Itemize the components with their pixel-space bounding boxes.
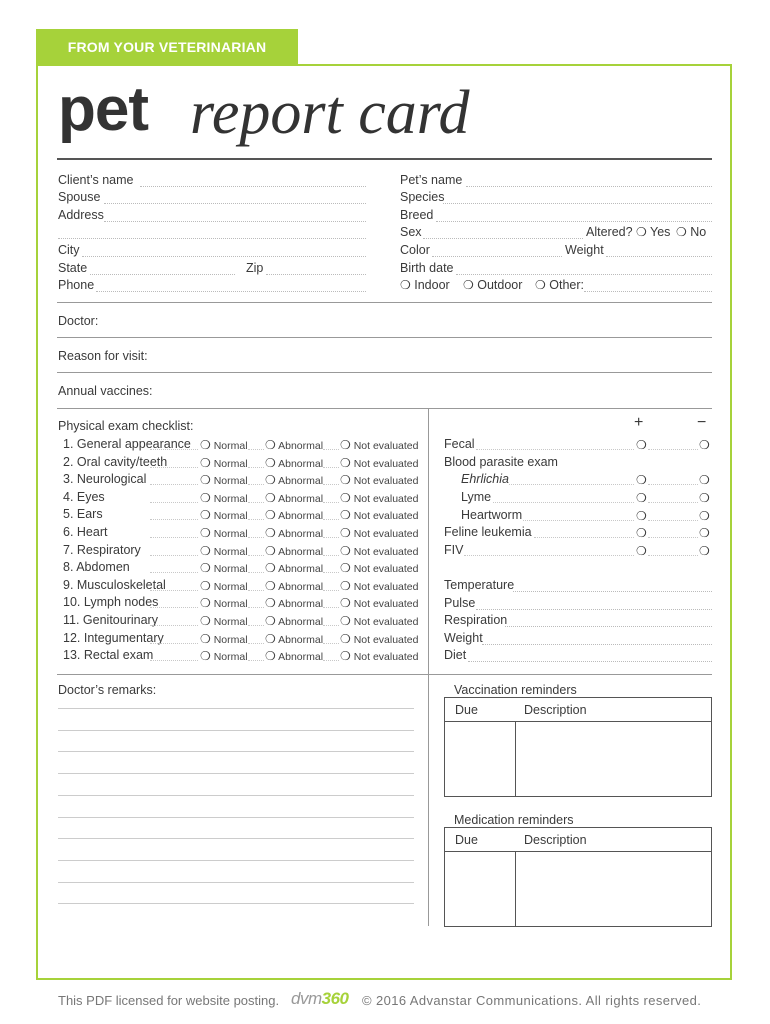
- other-option[interactable]: ❍ Other:: [535, 278, 584, 292]
- vital-diet-label: Diet: [444, 648, 467, 663]
- leader-dots: [248, 607, 264, 608]
- radio-icon: ❍: [265, 490, 276, 505]
- not-evaluated-option-label: Not evaluated: [353, 475, 419, 488]
- normal-option-label: Normal: [213, 598, 248, 611]
- normal-option[interactable]: [200, 491, 248, 505]
- normal-option-label: Normal: [213, 580, 248, 593]
- vital-respiration-field[interactable]: [505, 626, 712, 627]
- radio-icon: ❍: [200, 649, 211, 664]
- normal-option[interactable]: [200, 614, 248, 628]
- leader-dots: [248, 537, 264, 538]
- leader-dots: [150, 484, 198, 485]
- medication-reminders-table[interactable]: [444, 827, 712, 927]
- normal-option-label: Normal: [213, 616, 248, 628]
- altered-yes-option[interactable]: ❍ Yes: [636, 225, 671, 239]
- sex-field[interactable]: [423, 238, 583, 239]
- spouse-label: Spouse: [58, 190, 101, 204]
- radio-icon: ❍: [265, 438, 276, 452]
- radio-icon: ❍: [340, 438, 351, 452]
- normal-option[interactable]: [200, 649, 248, 663]
- not-evaluated-option[interactable]: [340, 561, 418, 575]
- address-field-2[interactable]: [58, 238, 366, 239]
- color-field[interactable]: [432, 256, 562, 257]
- test-lyme-label: Lyme: [461, 490, 492, 504]
- radio-icon: ❍: [463, 278, 474, 292]
- table-col-rule: [515, 721, 516, 796]
- positive-radio-icon[interactable]: ❍: [636, 526, 647, 540]
- vital-diet-field[interactable]: [468, 661, 712, 662]
- leader-dots: [150, 555, 198, 556]
- positive-radio-icon[interactable]: ❍: [636, 473, 647, 487]
- vital-pulse-label: Pulse: [444, 595, 476, 610]
- leader-dots: [150, 625, 198, 626]
- normal-option-label: Normal: [213, 563, 248, 576]
- vital-weight-field[interactable]: [482, 644, 712, 645]
- radio-icon: ❍: [340, 473, 351, 488]
- normal-option-label: Normal: [213, 492, 248, 505]
- divider: [57, 408, 712, 409]
- logo-text: dvm: [291, 989, 322, 1008]
- exam-item-label: 4. Eyes: [63, 489, 105, 504]
- remarks-title: Doctor’s remarks:: [58, 683, 157, 697]
- radio-icon: ❍: [340, 578, 351, 593]
- title-rule: [57, 158, 712, 160]
- not-evaluated-option[interactable]: [340, 544, 418, 558]
- remark-line[interactable]: [58, 817, 414, 818]
- clients-name-field[interactable]: [140, 186, 366, 187]
- exam-item-label: 10. Lymph nodes: [63, 595, 159, 610]
- vaccination-reminders-table[interactable]: [444, 697, 712, 797]
- positive-radio-icon[interactable]: ❍: [636, 491, 647, 505]
- spouse-field[interactable]: [104, 203, 366, 204]
- remark-line[interactable]: [58, 730, 414, 731]
- radio-icon: ❍: [340, 614, 351, 628]
- address-field[interactable]: [104, 221, 366, 222]
- breed-field[interactable]: [436, 221, 712, 222]
- remark-line[interactable]: [58, 860, 414, 861]
- divider: [57, 674, 712, 675]
- radio-icon: ❍: [200, 526, 211, 540]
- radio-icon: ❍: [535, 278, 546, 292]
- due-header: Due: [455, 703, 478, 717]
- leader-dots: [248, 467, 264, 468]
- vital-respiration-label: Respiration: [444, 613, 508, 628]
- plus-header: +: [634, 414, 644, 431]
- radio-icon: ❍: [200, 508, 211, 523]
- abnormal-option[interactable]: [265, 649, 323, 663]
- leader-dots: [248, 519, 264, 520]
- abnormal-option[interactable]: [265, 508, 323, 522]
- clients-name-label: Client’s name: [58, 173, 134, 187]
- leader-dots: [323, 590, 339, 591]
- abnormal-option[interactable]: [265, 473, 323, 487]
- remark-line[interactable]: [58, 708, 414, 709]
- normal-option[interactable]: [200, 438, 248, 452]
- leader-dots: [323, 643, 339, 644]
- abnormal-option-label: Abnormal: [278, 616, 324, 628]
- test-blood-parasite-label: Blood parasite exam: [444, 455, 558, 469]
- test-fecal-label: Fecal: [444, 437, 475, 451]
- leader-dots: [323, 484, 339, 485]
- radio-icon: ❍: [200, 455, 211, 470]
- doctor-label: Doctor:: [58, 314, 99, 328]
- abnormal-option-label: Abnormal: [278, 545, 324, 558]
- leader-dots: [323, 519, 339, 520]
- radio-icon: ❍: [340, 543, 351, 558]
- not-evaluated-option[interactable]: [340, 438, 418, 452]
- leader-dots: [150, 660, 198, 661]
- exam-item-label: 11. Genitourinary: [63, 613, 158, 627]
- title-italic: report card: [190, 79, 470, 147]
- species-field[interactable]: [443, 203, 712, 204]
- not-evaluated-option-label: Not evaluated: [353, 633, 419, 646]
- not-evaluated-option-label: Not evaluated: [353, 651, 419, 664]
- radio-icon: ❍: [265, 561, 276, 576]
- abnormal-option-label: Abnormal: [278, 510, 324, 523]
- leader-dots: [248, 643, 264, 644]
- leader-dots: [323, 572, 339, 573]
- leader-dots: [323, 607, 339, 608]
- radio-icon: ❍: [265, 455, 276, 470]
- phone-field[interactable]: [96, 291, 366, 292]
- radio-icon: ❍: [200, 578, 211, 593]
- leader-dots: [464, 555, 634, 556]
- leader-dots: [323, 660, 339, 661]
- not-evaluated-option[interactable]: [340, 473, 418, 487]
- vital-weight-label: Weight: [444, 630, 483, 645]
- normal-option-label: Normal: [213, 440, 248, 452]
- leader-dots: [534, 537, 634, 538]
- leader-dots: [248, 502, 264, 503]
- leader-dots: [150, 590, 198, 591]
- radio-icon: ❍: [265, 473, 276, 488]
- color-label: Color: [400, 243, 430, 257]
- leader-dots: [248, 555, 264, 556]
- minus-header: −: [697, 414, 707, 431]
- column-divider: [428, 408, 429, 926]
- sex-label: Sex: [400, 225, 422, 239]
- not-evaluated-option-label: Not evaluated: [353, 545, 419, 558]
- pets-name-label: Pet’s name: [400, 173, 463, 187]
- description-header: Description: [524, 703, 587, 717]
- abnormal-option[interactable]: [265, 526, 323, 540]
- abnormal-option[interactable]: [265, 456, 323, 470]
- abnormal-option-label: Abnormal: [278, 633, 324, 646]
- license-text: This PDF licensed for website posting.: [58, 993, 280, 1008]
- abnormal-option[interactable]: [265, 579, 323, 593]
- leader-dots: [493, 502, 634, 503]
- description-header: Description: [524, 833, 587, 847]
- leader-dots: [150, 643, 198, 644]
- normal-option[interactable]: [200, 579, 248, 593]
- vital-temperature-label: Temperature: [444, 578, 515, 592]
- radio-icon: ❍: [200, 438, 211, 452]
- radio-icon: ❍: [200, 596, 211, 611]
- due-header: Due: [455, 833, 478, 847]
- leader-dots: [150, 467, 198, 468]
- exam-item-label: 1. General appearance: [63, 437, 191, 451]
- radio-icon: ❍: [340, 649, 351, 664]
- normal-option[interactable]: [200, 526, 248, 540]
- altered-no-option[interactable]: ❍ No: [676, 225, 707, 239]
- radio-icon: ❍: [265, 578, 276, 593]
- radio-icon: ❍: [265, 508, 276, 523]
- medication-reminders-title: Medication reminders: [454, 813, 574, 827]
- birth-date-field[interactable]: [456, 274, 712, 275]
- leader-dots: [323, 449, 339, 450]
- radio-icon: ❍: [200, 490, 211, 505]
- normal-option[interactable]: [200, 508, 248, 522]
- pet-weight-field[interactable]: [606, 256, 712, 257]
- abnormal-option-label: Abnormal: [278, 492, 324, 505]
- exam-item-label: 2. Oral cavity/teeth: [63, 454, 168, 469]
- negative-radio-icon[interactable]: ❍: [699, 544, 710, 558]
- outdoor-option[interactable]: ❍ Outdoor: [463, 278, 523, 292]
- not-evaluated-option[interactable]: [340, 632, 418, 646]
- radio-icon: ❍: [265, 596, 276, 611]
- leader-dots: [323, 502, 339, 503]
- positive-radio-icon[interactable]: ❍: [636, 438, 647, 452]
- radio-icon: ❍: [265, 543, 276, 558]
- not-evaluated-option[interactable]: [340, 491, 418, 505]
- abnormal-option-label: Abnormal: [278, 440, 324, 452]
- normal-option[interactable]: [200, 561, 248, 575]
- not-evaluated-option[interactable]: [340, 456, 418, 470]
- abnormal-option[interactable]: [265, 438, 323, 452]
- exam-item-label: 3. Neurological: [63, 472, 147, 487]
- abnormal-option[interactable]: [265, 491, 323, 505]
- altered-label: Altered?: [586, 225, 633, 239]
- negative-radio-icon[interactable]: ❍: [699, 491, 710, 505]
- abnormal-option[interactable]: [265, 614, 323, 628]
- abnormal-option[interactable]: [265, 561, 323, 575]
- radio-icon: ❍: [200, 631, 211, 646]
- leader-dots: [150, 607, 198, 608]
- divider: [57, 372, 712, 373]
- radio-icon: ❍: [340, 596, 351, 611]
- radio-icon: ❍: [200, 543, 211, 558]
- leader-dots: [648, 449, 698, 450]
- exam-item-label: 8. Abdomen: [63, 560, 130, 575]
- exam-item-label: 6. Heart: [63, 525, 108, 539]
- leader-dots: [150, 502, 198, 503]
- radio-icon: ❍: [340, 526, 351, 540]
- indoor-option[interactable]: ❍ Indoor: [400, 278, 450, 292]
- test-fiv-label: FIV: [444, 543, 464, 557]
- negative-radio-icon[interactable]: ❍: [699, 526, 710, 540]
- birth-date-label: Birth date: [400, 261, 454, 275]
- copyright-text: © 2016 Advanstar Communications. All rights reserved.: [362, 993, 702, 1008]
- leader-dots: [248, 572, 264, 573]
- not-evaluated-option[interactable]: [340, 579, 418, 593]
- normal-option[interactable]: [200, 473, 248, 487]
- leader-dots: [248, 625, 264, 626]
- abnormal-option-label: Abnormal: [278, 457, 324, 470]
- radio-icon: ❍: [200, 614, 211, 628]
- abnormal-option-label: Abnormal: [278, 528, 324, 540]
- not-evaluated-option-label: Not evaluated: [353, 457, 419, 470]
- leader-dots: [248, 484, 264, 485]
- vital-pulse-field[interactable]: [476, 609, 712, 610]
- leader-dots: [523, 520, 634, 521]
- normal-option[interactable]: [200, 632, 248, 646]
- not-evaluated-option-label: Not evaluated: [353, 528, 419, 540]
- leader-dots: [648, 484, 698, 485]
- normal-option[interactable]: [200, 596, 248, 610]
- reason-label: Reason for visit:: [58, 349, 148, 363]
- table-rule: [445, 851, 711, 852]
- radio-icon: ❍: [265, 526, 276, 540]
- negative-radio-icon[interactable]: ❍: [699, 473, 710, 487]
- not-evaluated-option[interactable]: [340, 596, 418, 610]
- radio-icon: ❍: [200, 561, 211, 576]
- radio-icon: ❍: [340, 490, 351, 505]
- radio-icon: ❍: [340, 631, 351, 646]
- city-label: City: [58, 243, 80, 257]
- address-label: Address: [58, 208, 104, 222]
- table-col-rule: [515, 851, 516, 926]
- not-evaluated-option[interactable]: [340, 649, 418, 663]
- radio-icon: ❍: [340, 561, 351, 576]
- normal-option-label: Normal: [213, 510, 248, 523]
- vaccines-label: Annual vaccines:: [58, 384, 153, 398]
- other-field[interactable]: [584, 291, 712, 292]
- leader-dots: [323, 625, 339, 626]
- normal-option[interactable]: [200, 544, 248, 558]
- radio-icon: ❍: [676, 225, 687, 239]
- normal-option-label: Normal: [213, 475, 248, 488]
- city-field[interactable]: [82, 256, 366, 257]
- leader-dots: [323, 467, 339, 468]
- remark-line[interactable]: [58, 751, 414, 752]
- abnormal-option-label: Abnormal: [278, 580, 324, 593]
- not-evaluated-option-label: Not evaluated: [353, 580, 419, 593]
- test-heartworm-label: Heartworm: [461, 508, 523, 522]
- leader-dots: [648, 537, 698, 538]
- leader-dots: [648, 555, 698, 556]
- radio-icon: ❍: [265, 649, 276, 664]
- species-label: Species: [400, 190, 445, 204]
- leader-dots: [323, 555, 339, 556]
- radio-icon: ❍: [265, 614, 276, 628]
- logo-number: 360: [321, 989, 349, 1008]
- abnormal-option-label: Abnormal: [278, 563, 324, 576]
- exam-item-label: 12. Integumentary: [63, 630, 164, 645]
- negative-radio-icon[interactable]: ❍: [699, 438, 710, 452]
- not-evaluated-option-label: Not evaluated: [353, 510, 419, 523]
- leader-dots: [248, 660, 264, 661]
- abnormal-option[interactable]: [265, 632, 323, 646]
- test-ehrlichia-label: Ehrlichia: [461, 472, 509, 486]
- normal-option[interactable]: [200, 456, 248, 470]
- radio-icon: ❍: [265, 631, 276, 646]
- leader-dots: [150, 449, 198, 450]
- state-field[interactable]: [90, 274, 235, 275]
- not-evaluated-option-label: Not evaluated: [353, 616, 419, 628]
- leader-dots: [323, 537, 339, 538]
- leader-dots: [648, 520, 698, 521]
- abnormal-option[interactable]: [265, 544, 323, 558]
- abnormal-option-label: Abnormal: [278, 598, 324, 611]
- header-tab: FROM YOUR VETERINARIAN: [36, 29, 298, 65]
- abnormal-option[interactable]: [265, 596, 323, 610]
- leader-dots: [150, 572, 198, 573]
- remark-line[interactable]: [58, 882, 414, 883]
- zip-label: Zip: [246, 261, 264, 275]
- normal-option-label: Normal: [213, 633, 248, 646]
- abnormal-option-label: Abnormal: [278, 651, 324, 664]
- vital-temperature-field[interactable]: [513, 591, 712, 592]
- normal-option-label: Normal: [213, 528, 248, 540]
- normal-option-label: Normal: [213, 457, 248, 470]
- remark-line[interactable]: [58, 838, 414, 839]
- positive-radio-icon[interactable]: ❍: [636, 509, 647, 523]
- pets-name-field[interactable]: [466, 186, 712, 187]
- radio-icon: ❍: [340, 455, 351, 470]
- state-label: State: [58, 261, 88, 275]
- remark-line[interactable]: [58, 795, 414, 796]
- exam-item-label: 13. Rectal exam: [63, 648, 154, 663]
- normal-option-label: Normal: [213, 545, 248, 558]
- exam-item-label: 5. Ears: [63, 507, 103, 522]
- abnormal-option-label: Abnormal: [278, 475, 324, 488]
- positive-radio-icon[interactable]: ❍: [636, 544, 647, 558]
- divider: [57, 337, 712, 338]
- title-bold: pet: [58, 75, 148, 144]
- leader-dots: [248, 449, 264, 450]
- not-evaluated-option-label: Not evaluated: [353, 440, 419, 452]
- divider: [57, 302, 712, 303]
- leader-dots: [476, 449, 634, 450]
- not-evaluated-option-label: Not evaluated: [353, 563, 419, 576]
- normal-option-label: Normal: [213, 651, 248, 664]
- dvm360-logo: [291, 989, 349, 1009]
- exam-item-label: 9. Musculoskeletal: [63, 577, 166, 592]
- radio-icon: ❍: [636, 225, 647, 239]
- test-feline-leukemia-label: Feline leukemia: [444, 525, 532, 539]
- table-rule: [445, 721, 711, 722]
- vaccination-reminders-title: Vaccination reminders: [454, 683, 577, 697]
- exam-item-label: 7. Respiratory: [63, 542, 141, 557]
- exam-title: Physical exam checklist:: [58, 419, 194, 433]
- radio-icon: ❍: [340, 508, 351, 523]
- leader-dots: [150, 537, 198, 538]
- radio-icon: ❍: [200, 473, 211, 488]
- remark-line[interactable]: [58, 773, 414, 774]
- not-evaluated-option-label: Not evaluated: [353, 492, 419, 505]
- remark-line[interactable]: [58, 903, 414, 904]
- not-evaluated-option-label: Not evaluated: [353, 598, 419, 611]
- radio-icon: ❍: [400, 278, 411, 292]
- breed-label: Breed: [400, 208, 434, 222]
- phone-label: Phone: [58, 278, 95, 292]
- not-evaluated-option[interactable]: [340, 526, 418, 540]
- not-evaluated-option[interactable]: [340, 614, 418, 628]
- leader-dots: [150, 519, 198, 520]
- leader-dots: [248, 590, 264, 591]
- pet-weight-label: Weight: [565, 243, 604, 257]
- negative-radio-icon[interactable]: ❍: [699, 509, 710, 523]
- not-evaluated-option[interactable]: [340, 508, 418, 522]
- zip-field[interactable]: [266, 274, 366, 275]
- leader-dots: [648, 502, 698, 503]
- leader-dots: [509, 484, 634, 485]
